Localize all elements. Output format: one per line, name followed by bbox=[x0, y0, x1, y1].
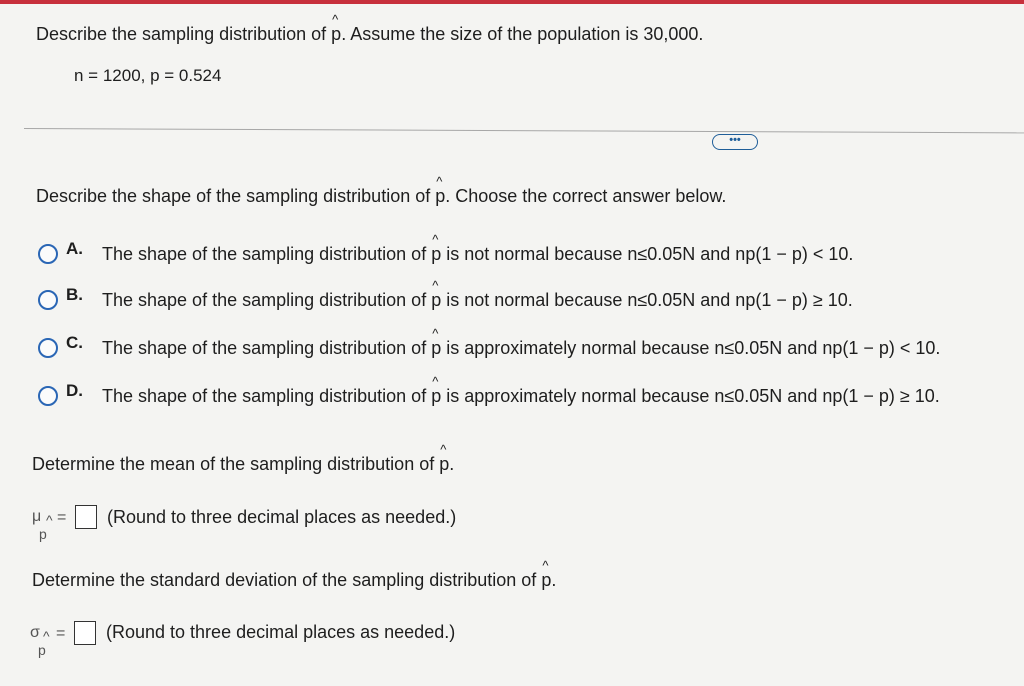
sigma-symbol: σ bbox=[30, 624, 40, 641]
p-hat-symbol: ^ p bbox=[331, 24, 341, 45]
p-hat-symbol: ^ p bbox=[541, 570, 551, 591]
sd-prompt bbox=[32, 570, 556, 591]
option-letter: C. bbox=[66, 333, 83, 352]
shape-prompt bbox=[36, 186, 726, 207]
mean-prompt-before: Determine the mean of the sampling distribution of bbox=[32, 454, 435, 474]
option-letter: D. bbox=[66, 381, 83, 400]
mu-symbol: μ bbox=[32, 508, 42, 525]
section-divider bbox=[24, 128, 1024, 133]
option-text bbox=[102, 338, 940, 359]
mean-prompt-after: . bbox=[449, 454, 455, 474]
sd-prompt-after: . bbox=[551, 570, 557, 590]
shape-prompt-before: Describe the shape of the sampling distribution of bbox=[36, 186, 431, 206]
question-prompt bbox=[36, 24, 703, 45]
option-text bbox=[102, 290, 853, 311]
option-letter: A. bbox=[66, 239, 83, 258]
p-hat-symbol: ^ p bbox=[431, 386, 441, 407]
sigma-hat-mark: ^ bbox=[43, 628, 50, 644]
option-text-before: The shape of the sampling distribution of bbox=[102, 386, 427, 406]
sd-equals-sign: = bbox=[56, 625, 66, 642]
p-hat-symbol: ^ p bbox=[431, 290, 441, 311]
radio-button-b[interactable] bbox=[38, 290, 58, 310]
mu-subscript: p bbox=[39, 526, 47, 542]
p-hat-symbol: ^ p bbox=[431, 244, 441, 265]
option-letter: B. bbox=[66, 285, 83, 304]
mu-hat-mark: ^ bbox=[46, 512, 53, 528]
option-text-after: is approximately normal because n≤0.05N and np(1 − p) < 10. bbox=[446, 338, 941, 358]
option-text-after: is not normal because n≤0.05N and np(1 − p) < 10. bbox=[446, 244, 854, 264]
more-options-button[interactable]: ••• bbox=[712, 134, 758, 150]
option-text bbox=[102, 386, 940, 407]
mean-equals-sign: = bbox=[57, 509, 67, 526]
option-text-after: is approximately normal because n≤0.05N and np(1 − p) ≥ 10. bbox=[446, 386, 940, 406]
radio-button-c[interactable] bbox=[38, 338, 58, 358]
question-prompt-after: . Assume the size of the population is 30,000. bbox=[341, 24, 704, 44]
sd-answer-input[interactable] bbox=[74, 621, 96, 645]
option-text-before: The shape of the sampling distribution of bbox=[102, 290, 427, 310]
option-text-before: The shape of the sampling distribution of bbox=[102, 338, 427, 358]
shape-prompt-after: . Choose the correct answer below. bbox=[445, 186, 727, 206]
p-hat-symbol: ^ p bbox=[435, 186, 445, 207]
sigma-subscript: p bbox=[38, 642, 46, 658]
top-accent-bar bbox=[0, 0, 1024, 4]
mean-rounding-hint: (Round to three decimal places as needed.) bbox=[107, 507, 457, 527]
radio-button-d[interactable] bbox=[38, 386, 58, 406]
p-hat-symbol: ^ p bbox=[439, 454, 449, 475]
given-values: n = 1200, p = 0.524 bbox=[74, 66, 222, 85]
sd-prompt-before: Determine the standard deviation of the sampling distribution of bbox=[32, 570, 537, 590]
mean-prompt bbox=[32, 454, 454, 475]
radio-button-a[interactable] bbox=[38, 244, 58, 264]
option-text bbox=[102, 244, 853, 265]
option-text-after: is not normal because n≤0.05N and np(1 − p) ≥ 10. bbox=[446, 290, 853, 310]
p-hat-symbol: ^ p bbox=[431, 338, 441, 359]
question-prompt-before: Describe the sampling distribution of bbox=[36, 24, 327, 44]
mean-answer-input[interactable] bbox=[75, 505, 97, 529]
option-text-before: The shape of the sampling distribution of bbox=[102, 244, 427, 264]
sd-rounding-hint: (Round to three decimal places as needed.) bbox=[106, 622, 456, 642]
